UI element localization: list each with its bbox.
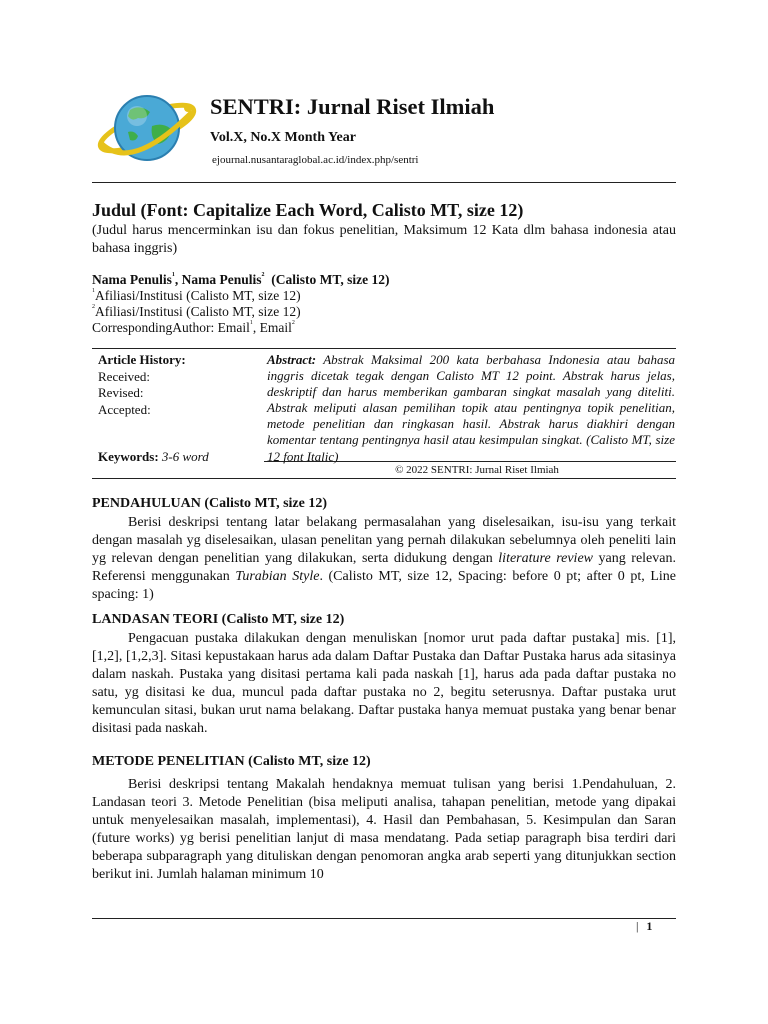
history-revised: Revised:: [98, 385, 144, 400]
affiliation-text-1: Afiliasi/Institusi (Calisto MT, size 12): [95, 288, 301, 303]
keywords-label: Keywords:: [98, 449, 159, 464]
article-history: [98, 352, 258, 466]
history-received: Received:: [98, 368, 150, 384]
masthead: [92, 82, 676, 182]
history-top-divider: [92, 348, 676, 349]
page-number-value: 1: [646, 919, 653, 933]
pendahuluan-italic-1: literature review: [498, 551, 593, 566]
author-line: [92, 272, 676, 289]
section-body-metode: Berisi deskripsi tentang Makalah hendaknya memuat tulisan yang berisi 1.Pendahuluan, 2. Landasan teori 3. Metode Penelitian (bisa meliputi analisa, tahapan penelitian, metode yang dipakai untuk menyelesaikan masalah, implementasi), 4. Hasil dan Pembahasan, 5. Kesimpulan dan Saran (future works) yg berisi penelitian lanjut di masa mendatang. Pada setiap paragraph bisa terdiri dari beberapa subparagraph yang dituliskan dengan penomoran angka arab seperti yang ditunjukkan section berikut ini. Jumlah halaman minimum 10: [92, 777, 676, 882]
header-divider: [92, 182, 676, 183]
author-name-1: Nama Penulis: [92, 272, 172, 287]
article-title: Judul (Font: Capitalize Each Word, Calisto MT, size 12): [92, 200, 524, 220]
abstract-text: Abstrak Maksimal 200 kata berbahasa Indonesia atau bahasa inggris dicetak tegak dengan Calisto MT 12 point. Abstrak harus jelas, deskriptif dan harus memberikan gambaran singkat masalah yang diteliti. Abstrak meliputi alasan pemilihan topik atau pentingnya topik penelitian, metode penelitian dan ringkasan hasil. Abstrak harus diakhiri dengan komentar tentang pentingnya hasil atau kesimpulan singkat. (Calisto MT, size 12 font Italic): [267, 352, 675, 464]
section-body-landasan: Pengacuan pustaka dilakukan dengan menuliskan [nomor urut pada daftar pustaka] mis. [1], [1,2], [1,2,3]. Sitasi kepustakaan harus ada dalam Daftar Pustaka dan Daftar Pustaka harus ada sitasinya dalam naskah. Pustaka yang disitasi pertama kali pada naskah [1], harus ada pada daftar pustaka no satu, yg disitasi ke dua, muncul pada daftar pustaka no 2, begitu seterusnya. Daftar pustaka urut kemunculan sitasi, bukan urut nama belakang. Daftar pustaka hanya memuat pustaka yang benar benar disitasi pada naskah.: [92, 631, 676, 736]
section-heading-landasan: LANDASAN TEORI (Calisto MT, size 12): [92, 612, 345, 627]
author-font-note: (Calisto MT, size 12): [264, 272, 390, 287]
history-accepted: Accepted:: [98, 401, 151, 417]
affiliation-1: [92, 288, 676, 305]
corresponding-mid: , Email: [252, 320, 292, 335]
author-name-2: , Nama Penulis: [174, 272, 262, 287]
copyright-line: [92, 464, 676, 476]
pendahuluan-text-3: . (Calisto MT, size 12, Spacing: before 0 pt; after 0 pt, Line spacing: 1): [92, 569, 676, 602]
article-history-box: [92, 350, 676, 462]
author-sup-1: 1: [171, 272, 175, 278]
page-separator: |: [636, 919, 639, 933]
affiliation-sup-1: 1: [92, 288, 95, 294]
corresponding-author: [92, 320, 676, 337]
author-sup-2: 2: [261, 272, 265, 278]
journal-volume: Vol.X, No.X Month Year: [210, 130, 356, 145]
globe-logo-icon: [92, 82, 202, 172]
journal-title: SENTRI: Jurnal Riset Ilmiah: [210, 94, 495, 119]
affiliation-text-2: Afiliasi/Institusi (Calisto MT, size 12): [95, 304, 301, 319]
section-body-pendahuluan: [92, 514, 676, 604]
history-bottom-divider: [92, 478, 676, 479]
abstract: [267, 352, 675, 465]
abstract-label: Abstract:: [267, 352, 317, 367]
article-title-note: (Judul harus mencerminkan isu dan fokus penelitian, Maksimum 12 Kata dlm bahasa indonesia atau bahasa inggris): [92, 223, 676, 256]
copyright-text: © 2022 SENTRI: Jurnal Riset Ilmiah: [395, 464, 559, 476]
affiliation-sup-2: 2: [92, 304, 95, 310]
affiliation-2: [92, 304, 676, 321]
page-number: [636, 919, 652, 934]
pendahuluan-text-1: Berisi deskripsi tentang latar belakang permasalahan yang diselesaikan, isu-isu yang terkait dengan masalah yg diselesaikan, ulasan penelitan yang pernah dilakukan sebelumnya oleh peneliti lain yg relevan dengan penelitian yang dilakukan, serta didukung dengan: [92, 515, 676, 566]
corresponding-sup-1: 1: [249, 320, 253, 326]
section-heading-metode: METODE PENELITIAN (Calisto MT, size 12): [92, 754, 371, 769]
pendahuluan-text-2: yang relevan. Referensi menggunakan: [92, 551, 676, 584]
journal-url[interactable]: ejournal.nusantaraglobal.ac.id/index.php/sentri: [212, 154, 419, 166]
corresponding-text: CorrespondingAuthor: Email: [92, 320, 250, 335]
pendahuluan-italic-2: Turabian Style: [235, 569, 320, 584]
footer-divider: [92, 918, 676, 919]
corresponding-sup-2: 2: [291, 320, 295, 326]
abstract-bottom-divider: [264, 461, 676, 462]
section-heading-pendahuluan: PENDAHULUAN (Calisto MT, size 12): [92, 496, 327, 511]
keywords-value: 3-6 word: [158, 449, 209, 464]
history-heading: Article History:: [98, 352, 186, 367]
